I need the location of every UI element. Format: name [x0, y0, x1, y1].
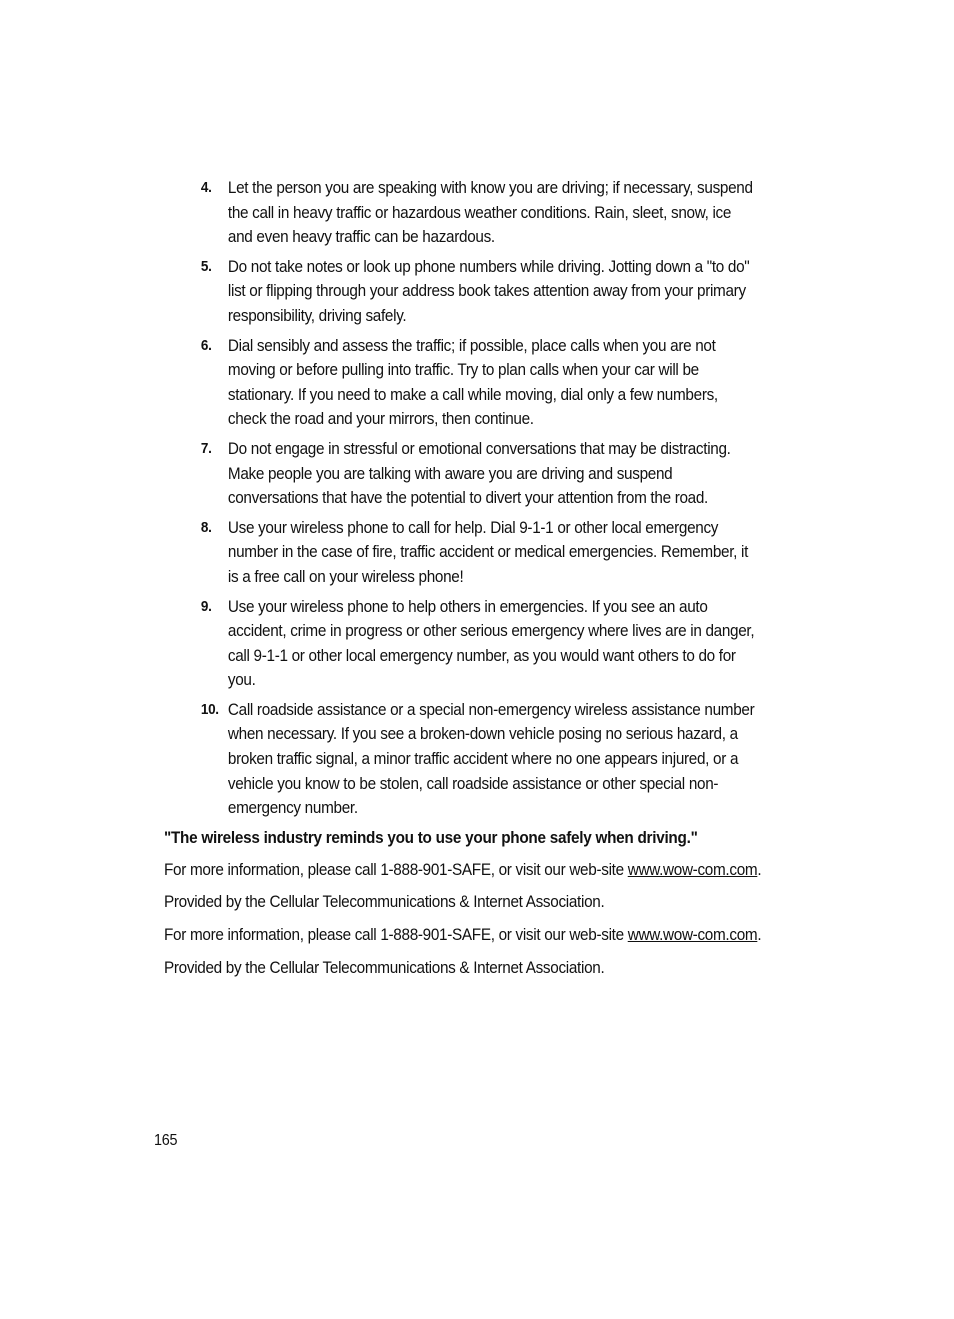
- list-item: [164, 516, 759, 590]
- info-suffix: .: [757, 925, 762, 945]
- step-text: Do not take notes or look up phone numbers while driving. Jotting down a "to do" list or flipping through your address book takes attention away from your primary responsibility, driving safely.: [227, 256, 750, 325]
- page-content: [164, 176, 774, 980]
- safety-reminder-quote: "The wireless industry reminds you to use your phone safely when driving.": [164, 827, 698, 847]
- safety-steps-list: [164, 176, 774, 821]
- step-number: 8.: [200, 518, 212, 536]
- page-number: 165: [154, 1132, 178, 1149]
- step-text: Do not engage in stressful or emotional conversations that may be distracting. Make people you are talking with aware you are driving and suspend conversations that have the potential to divert your attention from the road.: [227, 438, 731, 508]
- list-item: [164, 176, 759, 250]
- website-link[interactable]: www.wow-com.com: [627, 925, 758, 945]
- step-number: 7.: [200, 439, 212, 457]
- step-number: 4.: [200, 179, 212, 196]
- provider-paragraph: Provided by the Cellular Telecommunications & Internet Association.: [164, 892, 605, 912]
- info-text: For more information, please call 1-888-901-SAFE, or visit our web-site: [164, 859, 628, 879]
- info-paragraph: [164, 858, 776, 883]
- list-item: [164, 437, 759, 511]
- info-text: For more information, please call 1-888-901-SAFE, or visit our web-site: [164, 925, 628, 945]
- provider-paragraph: Provided by the Cellular Telecommunications & Internet Association.: [164, 957, 605, 977]
- step-text: Let the person you are speaking with know you are driving; if necessary, suspend the call in heavy traffic or hazardous weather conditions. Rain, sleet, snow, ice and even heavy traffic can be hazardous.: [227, 178, 753, 247]
- step-number: 6.: [200, 336, 212, 354]
- step-text: Use your wireless phone to call for help. Dial 9-1-1 or other local emergency number in the case of fire, traffic accident or medical emergencies. Remember, it is a free call on your wireless phone!: [227, 517, 749, 586]
- step-text: Call roadside assistance or a special non-emergency wireless assistance number when necessary. If you see a broken-down vehicle posing no serious hazard, a broken traffic signal, a minor traffic accident where no one appears injured, or a vehicle you know to be stolen, call roadside assistance or other special non-emergency number.: [227, 699, 755, 818]
- list-item: [164, 698, 759, 821]
- info-suffix: .: [757, 859, 762, 879]
- list-item: [164, 595, 759, 693]
- website-link[interactable]: www.wow-com.com: [627, 859, 758, 879]
- list-item: [164, 334, 759, 432]
- step-number: 5.: [200, 257, 212, 275]
- info-paragraph: [164, 923, 776, 948]
- step-text: Dial sensibly and assess the traffic; if possible, place calls when you are not moving or before pulling into traffic. Try to plan calls when your car will be stationary. If you need to make a call while moving, dial only a few numbers, check the road and your mirrors, then continue.: [227, 335, 718, 429]
- step-number: 9.: [200, 597, 212, 615]
- step-text: Use your wireless phone to help others in emergencies. If you see an auto accident, crime in progress or other serious emergency where lives are in danger, call 9-1-1 or other local emergency number, as you would want others to do for you.: [227, 596, 755, 690]
- step-number: 10.: [200, 700, 219, 718]
- list-item: [164, 255, 759, 329]
